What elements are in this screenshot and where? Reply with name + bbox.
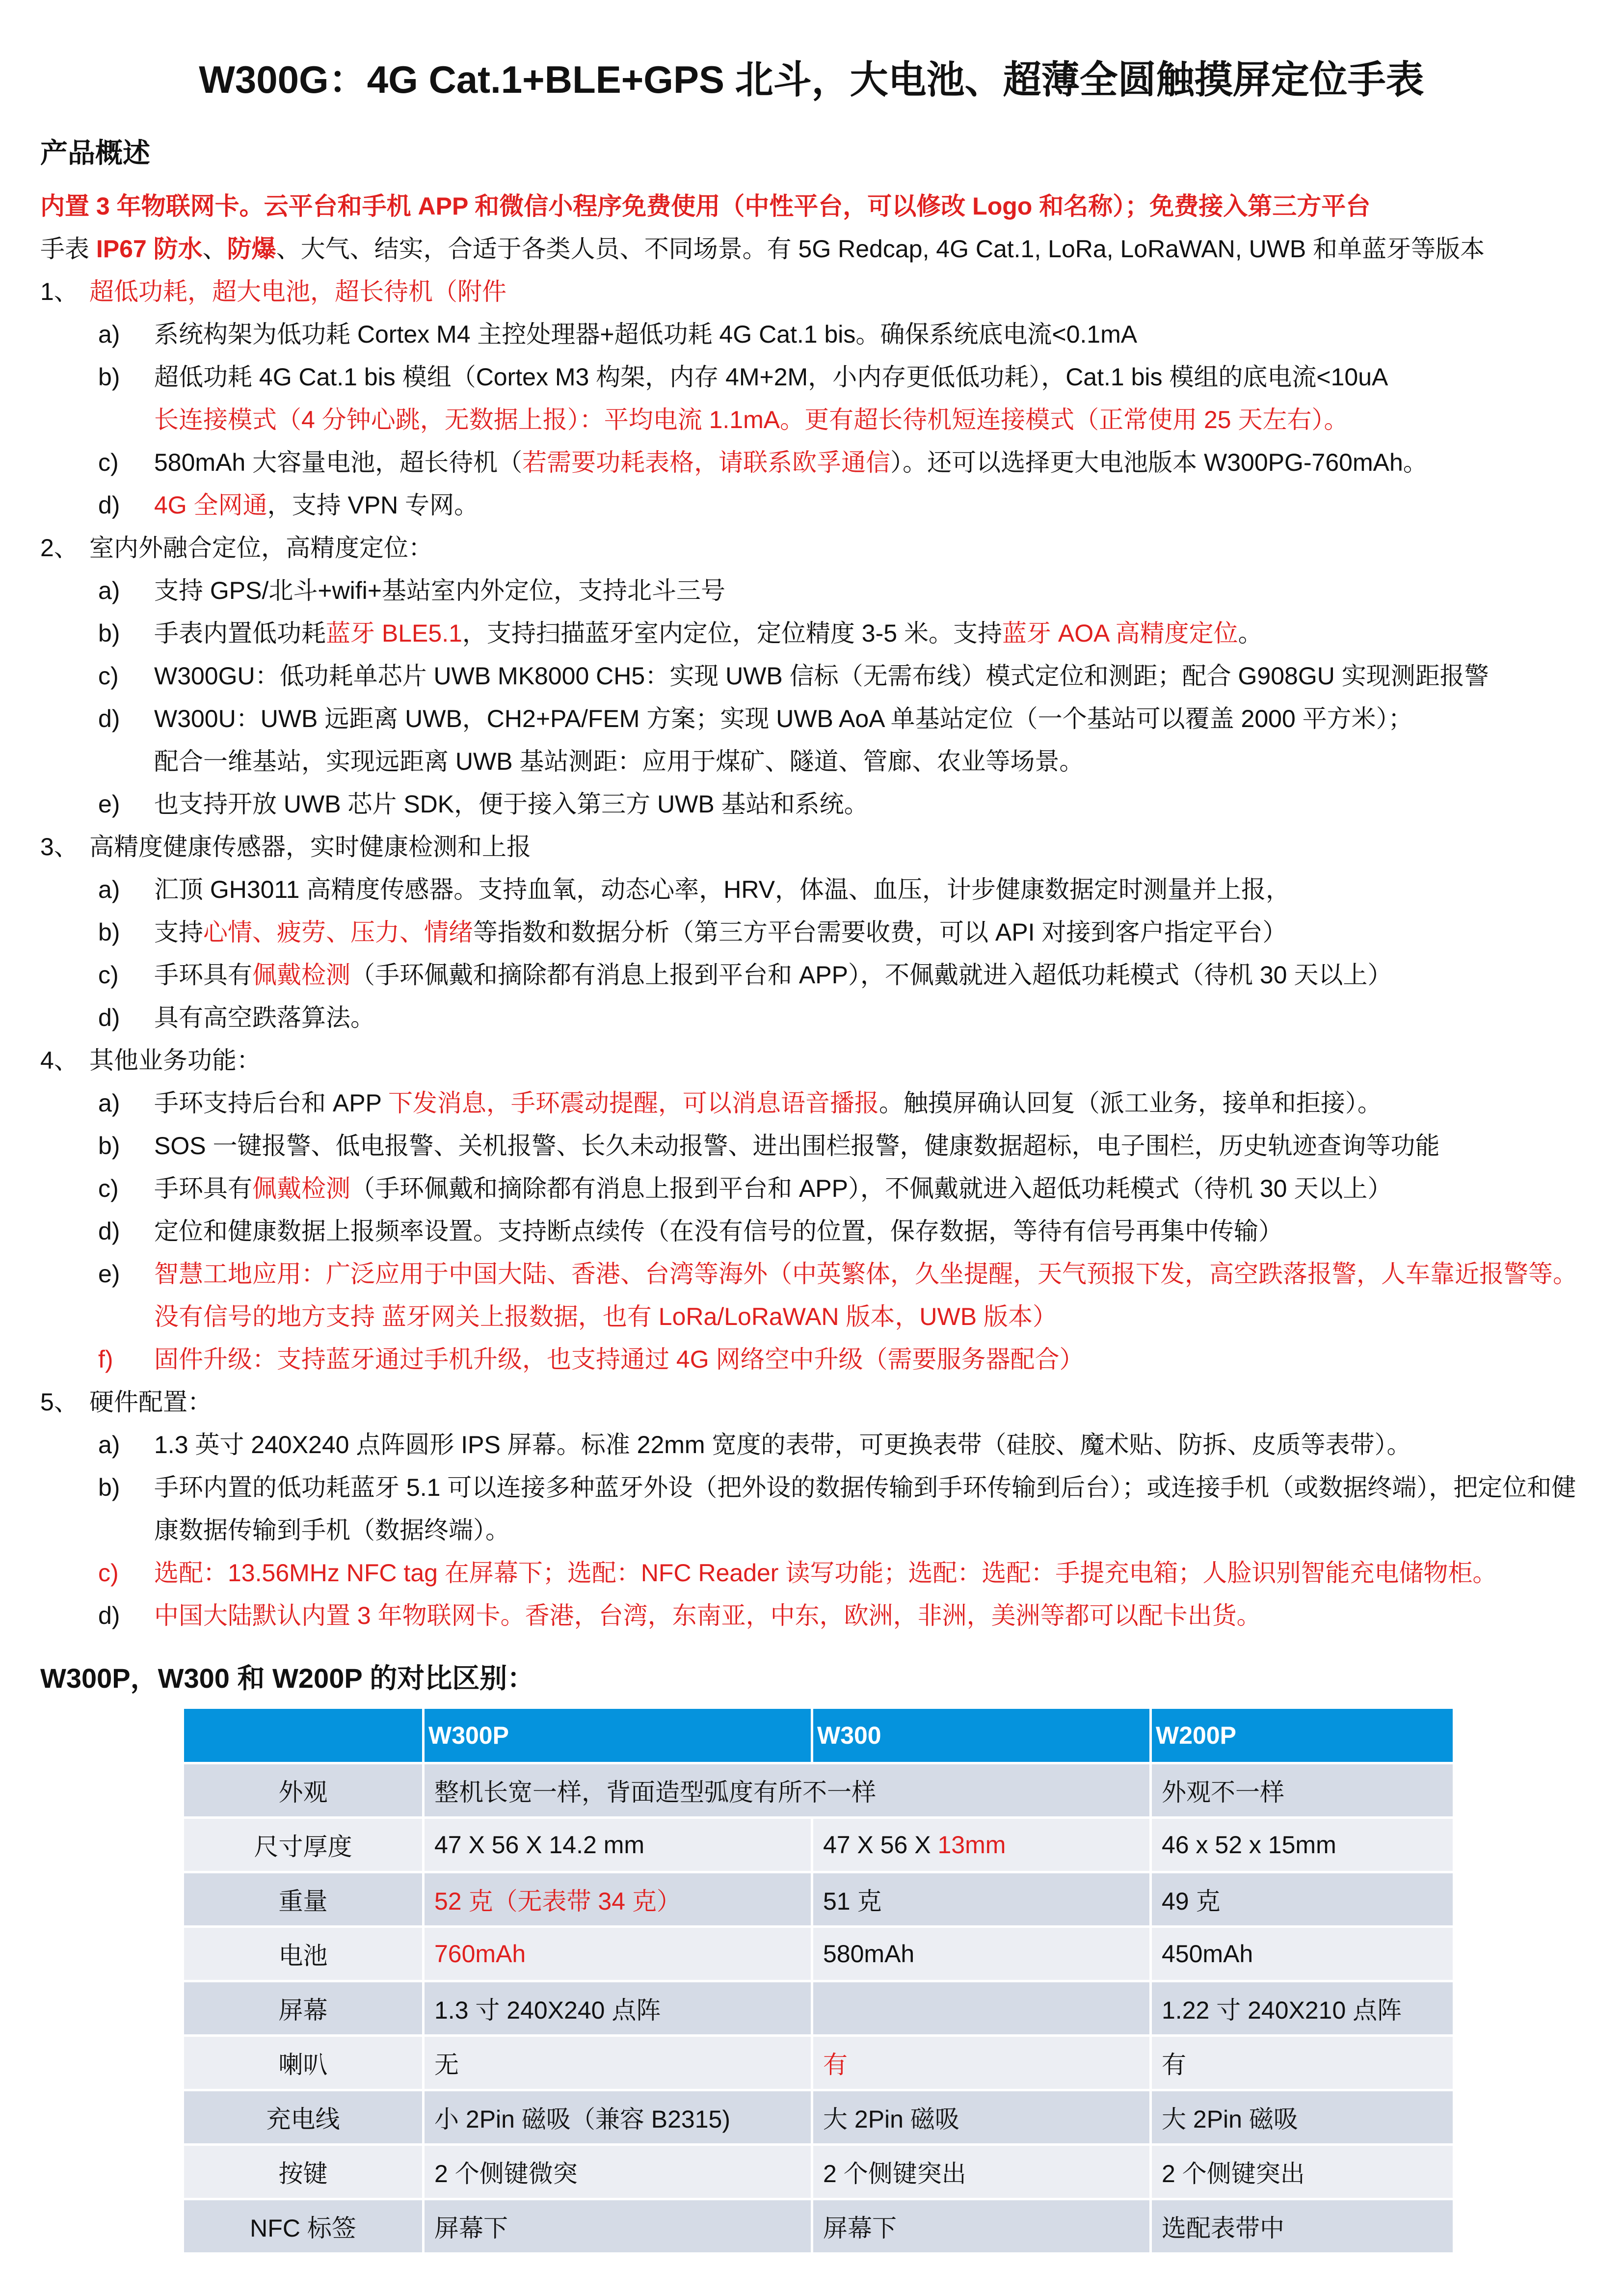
- item-label: b): [98, 1474, 120, 1501]
- s5-item-b: [98, 1473, 1576, 1502]
- table-header-row: [183, 1708, 1454, 1763]
- item-highlight: 中国大陆默认内置 3 年物联网卡。香港，台湾，东南亚，中东，欧洲，非洲，美洲等都可以配卡出货。: [154, 1602, 1261, 1629]
- table-row-nfc: [183, 2199, 1454, 2254]
- cell-w200p: 450mAh: [1151, 1927, 1454, 1981]
- section-3-heading: [40, 832, 531, 862]
- item-text: 。触摸屏确认回复（派工业务，接单和拒接）。: [878, 1089, 1382, 1117]
- page-title: W300G：4G Cat.1+BLE+GPS 北斗，大电池、超薄全圆触摸屏定位手表: [199, 58, 1424, 101]
- item-text: SOS 一键报警、低电报警、关机报警、长久未动报警、进出围栏报警，健康数据超标，电子围栏，历史轨迹查询等功能: [154, 1132, 1440, 1160]
- item-text: 系统构架为低功耗 Cortex M4 主控处理器+超低功耗 4G Cat.1 bis。确保系统底电流<0.1mA: [154, 321, 1138, 348]
- item-text: W300GU：低功耗单芯片 UWB MK8000 CH5：实现 UWB 信标（无需布线）模式定位和测距；配合 G908GU 实现测距报警: [154, 662, 1489, 690]
- item-label: d): [98, 1004, 120, 1031]
- cell-w300p: 小 2Pin 磁吸（兼容 B2315): [424, 2090, 812, 2145]
- s2-item-c: [98, 661, 1489, 691]
- cell-w200p: 有: [1151, 2036, 1454, 2090]
- section-title: 硬件配置：: [89, 1388, 212, 1416]
- item-text: W300U：UWB 远距离 UWB，CH2+PA/FEM 方案；实现 UWB AoA 单基站定位（一个基站可以覆盖 2000 平方米）；: [154, 705, 1413, 732]
- row-label: 屏幕: [183, 1981, 424, 2036]
- item-text: ，支持 VPN 专网。: [267, 491, 479, 519]
- row-label: 尺寸厚度: [183, 1818, 424, 1872]
- item-label: e): [98, 1260, 120, 1288]
- item-highlight: 佩戴检测: [252, 1175, 350, 1202]
- s5-item-c: [98, 1558, 1497, 1588]
- cell-w300: 580mAh: [812, 1927, 1151, 1981]
- overview-heading: 产品概述: [40, 137, 150, 168]
- table-row-charger: [183, 2090, 1454, 2145]
- intro2-text-c: 、: [202, 235, 227, 263]
- item-label: a): [98, 1089, 120, 1117]
- section-number: 3、: [40, 833, 79, 861]
- item-label: b): [98, 620, 120, 647]
- s3-item-a: [98, 875, 1290, 904]
- item-text: 1.3 英寸 240X240 点阵圆形 IPS 屏幕。标准 22mm 宽度的表带，可更换表带（硅胶、魔术贴、防拆、皮质等表带）。: [154, 1431, 1411, 1459]
- s2-item-d: [98, 704, 1413, 733]
- item-text: ）。还可以选择更大电池版本 W300PG-760mAh。: [890, 449, 1428, 476]
- item-label: a): [98, 1431, 120, 1459]
- table-row-screen: [183, 1981, 1454, 2036]
- item-highlight: 固件升级：支持蓝牙通过手机升级，也支持通过 4G 网络空中升级（需要服务器配合）: [154, 1346, 1084, 1373]
- s3-item-d: [98, 1003, 375, 1032]
- cell-w200p: 外观不一样: [1151, 1763, 1454, 1818]
- cell-w200p: 46 x 52 x 15mm: [1151, 1818, 1454, 1872]
- s4-item-c: [98, 1174, 1392, 1203]
- item-text: 等指数和数据分析（第三方平台需要收费，可以 API 对接到客户指定平台）: [473, 918, 1287, 946]
- s4-item-b: [98, 1131, 1439, 1161]
- s3-item-b: [98, 918, 1287, 947]
- row-label: 电池: [183, 1927, 424, 1981]
- table-row-size: [183, 1818, 1454, 1872]
- cell-w300p: 1.3 寸 240X240 点阵: [424, 1981, 812, 2036]
- item-text: 超低功耗 4G Cat.1 bis 模组（Cortex M3 构架，内存 4M+2M，小内存更低低功耗），Cat.1 bis 模组的底电流<10uA: [154, 363, 1388, 391]
- item-text: 580mAh 大容量电池，超长待机（: [154, 449, 523, 476]
- section-number: 1、: [40, 278, 79, 305]
- cell-merged: 整机长宽一样，背面造型弧度有所不一样: [424, 1763, 1151, 1818]
- item-label: b): [98, 918, 120, 946]
- section-2-heading: [40, 533, 433, 563]
- item-label: e): [98, 790, 120, 818]
- item-text: 汇顶 GH3011 高精度传感器。支持血氧，动态心率，HRV，体温、血压，计步健康数据定时测量并上报，: [154, 876, 1290, 903]
- header-cell-w200p: W200P: [1151, 1708, 1454, 1763]
- cell-w300p: 47 X 56 X 14.2 mm: [424, 1818, 812, 1872]
- cell-w300: 有: [812, 2036, 1151, 2090]
- s5-item-d: [98, 1601, 1261, 1630]
- item-label: b): [98, 363, 120, 391]
- intro2-text-a: 手表: [40, 235, 96, 263]
- section-title: 室内外融合定位，高精度定位：: [89, 534, 433, 562]
- item-label: f): [98, 1346, 113, 1373]
- cell-w300: 大 2Pin 磁吸: [812, 2090, 1151, 2145]
- s2-item-e: [98, 789, 869, 819]
- item-label: d): [98, 1217, 120, 1245]
- row-label: 按键: [183, 2145, 424, 2199]
- item-label: d): [98, 1602, 120, 1629]
- intro2-ip67: IP67 防水: [96, 235, 203, 263]
- header-cell-w300: W300: [812, 1708, 1151, 1763]
- section-4-heading: [40, 1046, 261, 1075]
- item-highlight: 4G 全网通: [154, 491, 267, 519]
- item-text: 手环内置的低功耗蓝牙 5.1 可以连接多种蓝牙外设（把外设的数据传输到手环传输到后台）；或连接手机（或数据终端），把定位和健: [154, 1474, 1576, 1501]
- s5-item-a: [98, 1430, 1411, 1459]
- item-highlight: 若需要功耗表格，请联系欧孚通信: [522, 449, 891, 476]
- cell-w300: [812, 1818, 1151, 1872]
- item-highlight: 蓝牙 BLE5.1: [326, 620, 462, 647]
- s4-item-e: [98, 1259, 1577, 1289]
- item-label: a): [98, 321, 120, 348]
- cell-text: 47 X 56 X: [823, 1831, 938, 1859]
- cell-w300: 51 克: [812, 1872, 1151, 1927]
- item-text: 也支持开放 UWB 芯片 SDK，便于接入第三方 UWB 基站和系统。: [154, 790, 869, 818]
- cell-w200p: 1.22 寸 240X210 点阵: [1151, 1981, 1454, 2036]
- item-highlight: 蓝牙 AOA 高精度定位: [1002, 620, 1238, 647]
- table-row-appearance: [183, 1763, 1454, 1818]
- cell-highlight: 13mm: [937, 1831, 1006, 1859]
- intro-line-2: [40, 234, 1485, 264]
- cell-w300: [812, 1981, 1151, 2036]
- item-text: 具有高空跌落算法。: [154, 1004, 375, 1031]
- s4-item-e-cont: 没有信号的地方支持 蓝牙网关上报数据，也有 LoRa/LoRaWAN 版本，UWB 版本）: [154, 1303, 1057, 1330]
- section-1-heading: [40, 277, 506, 306]
- row-label: NFC 标签: [183, 2199, 424, 2254]
- item-text: （手环佩戴和摘除都有消息上报到平台和 APP），不佩戴就进入超低功耗模式（待机 30 天以上）: [350, 1175, 1392, 1202]
- s4-item-f: [98, 1345, 1084, 1374]
- s2-item-a: [98, 576, 725, 605]
- item-label: d): [98, 491, 120, 519]
- header-cell: [183, 1708, 424, 1763]
- cell-w300p: 无: [424, 2036, 812, 2090]
- intro-red-line: 内置 3 年物联网卡。云平台和手机 APP 和微信小程序免费使用（中性平台，可以修改 Logo 和名称）；免费接入第三方平台: [40, 192, 1371, 220]
- section-title: 高精度健康传感器，实时健康检测和上报: [89, 833, 531, 861]
- comparison-table: [182, 1706, 1455, 2255]
- section-number: 5、: [40, 1388, 79, 1416]
- table-row-speaker: [183, 2036, 1454, 2090]
- s3-item-c: [98, 960, 1392, 990]
- s5-item-b-cont: 康数据传输到手机（数据终端）。: [154, 1516, 510, 1544]
- section-title: 其他业务功能：: [89, 1047, 261, 1074]
- item-text: ，支持扫描蓝牙室内定位，定位精度 3-5 米。支持: [462, 620, 1002, 647]
- cell-w300p: 屏幕下: [424, 2199, 812, 2254]
- section-5-heading: [40, 1387, 212, 1417]
- item-text: 手环具有: [154, 1175, 252, 1202]
- row-label: 外观: [183, 1763, 424, 1818]
- table-row-weight: [183, 1872, 1454, 1927]
- item-highlight: 心情、疲劳、压力、情绪: [203, 918, 473, 946]
- cell-w200p: 49 克: [1151, 1872, 1454, 1927]
- table-row-buttons: [183, 2145, 1454, 2199]
- cell-w300p: 760mAh: [424, 1927, 812, 1981]
- item-label: d): [98, 705, 120, 732]
- item-highlight: 佩戴检测: [252, 961, 350, 989]
- item-text: 支持: [154, 918, 203, 946]
- item-label: c): [98, 1175, 119, 1202]
- item-label: a): [98, 577, 120, 604]
- item-label: c): [98, 449, 119, 476]
- s4-item-a: [98, 1088, 1382, 1118]
- s1-item-d: [98, 490, 479, 520]
- s1-item-b: [98, 362, 1388, 392]
- intro2-text-e: 、大气、结实，合适于各类人员、不同场景。有 5G Redcap, 4G Cat.1, LoRa, LoRaWAN, UWB 和单蓝牙等版本: [276, 235, 1485, 263]
- s1-item-c: [98, 448, 1428, 477]
- item-label: b): [98, 1132, 120, 1160]
- section-number: 4、: [40, 1047, 79, 1074]
- s1-item-a: [98, 320, 1137, 349]
- cell-w300p: 52 克（无表带 34 克）: [424, 1872, 812, 1927]
- item-highlight: 智慧工地应用：广泛应用于中国大陆、香港、台湾等海外（中英繁体，久坐提醒，天气预报下发，高空跌落报警，人车靠近报警等。: [154, 1260, 1577, 1288]
- item-text: 手表内置低功耗: [154, 620, 326, 647]
- s2-item-d-cont: 配合一维基站，实现远距离 UWB 基站测距：应用于煤矿、隧道、管廊、农业等场景。: [154, 748, 1084, 775]
- item-label: c): [98, 961, 119, 989]
- s4-item-d: [98, 1216, 1283, 1246]
- cell-w300: 2 个侧键突出: [812, 2145, 1151, 2199]
- item-text: 。: [1238, 620, 1263, 647]
- cell-w200p: 2 个侧键突出: [1151, 2145, 1454, 2199]
- cell-w300: 屏幕下: [812, 2199, 1151, 2254]
- cell-w300p: 2 个侧键微突: [424, 2145, 812, 2199]
- intro2-explosion: 防爆: [227, 235, 276, 263]
- compare-heading: W300P，W300 和 W200P 的对比区别：: [40, 1663, 535, 1694]
- item-text: （手环佩戴和摘除都有消息上报到平台和 APP），不佩戴就进入超低功耗模式（待机 30 天以上）: [350, 961, 1392, 989]
- item-text: 定位和健康数据上报频率设置。支持断点续传（在没有信号的位置，保存数据，等待有信号再集中传输）: [154, 1217, 1283, 1245]
- item-text: 手环支持后台和 APP: [154, 1089, 388, 1117]
- header-cell-w300p: W300P: [424, 1708, 812, 1763]
- item-highlight: 选配：13.56MHz NFC tag 在屏幕下；选配：NFC Reader 读写功能；选配：选配：手提充电箱；人脸识别智能充电储物柜。: [154, 1559, 1497, 1587]
- row-label: 重量: [183, 1872, 424, 1927]
- s2-item-b: [98, 619, 1263, 648]
- item-label: c): [98, 662, 119, 690]
- item-highlight: 下发消息，手环震动提醒，可以消息语音播报: [388, 1089, 879, 1117]
- section-title: 超低功耗，超大电池，超长待机（附件: [89, 278, 506, 305]
- item-label: a): [98, 876, 120, 903]
- row-label: 充电线: [183, 2090, 424, 2145]
- table-row-battery: [183, 1927, 1454, 1981]
- section-number: 2、: [40, 534, 79, 562]
- item-text: 支持 GPS/北斗+wifi+基站室内外定位，支持北斗三号: [154, 577, 725, 604]
- cell-w200p: 选配表带中: [1151, 2199, 1454, 2254]
- item-label: c): [98, 1559, 119, 1587]
- row-label: 喇叭: [183, 2036, 424, 2090]
- s1-item-b-cont: 长连接模式（4 分钟心跳，无数据上报）：平均电流 1.1mA。更有超长待机短连接模式（正常使用 25 天左右）。: [154, 406, 1349, 433]
- cell-w200p: 大 2Pin 磁吸: [1151, 2090, 1454, 2145]
- item-text: 手环具有: [154, 961, 252, 989]
